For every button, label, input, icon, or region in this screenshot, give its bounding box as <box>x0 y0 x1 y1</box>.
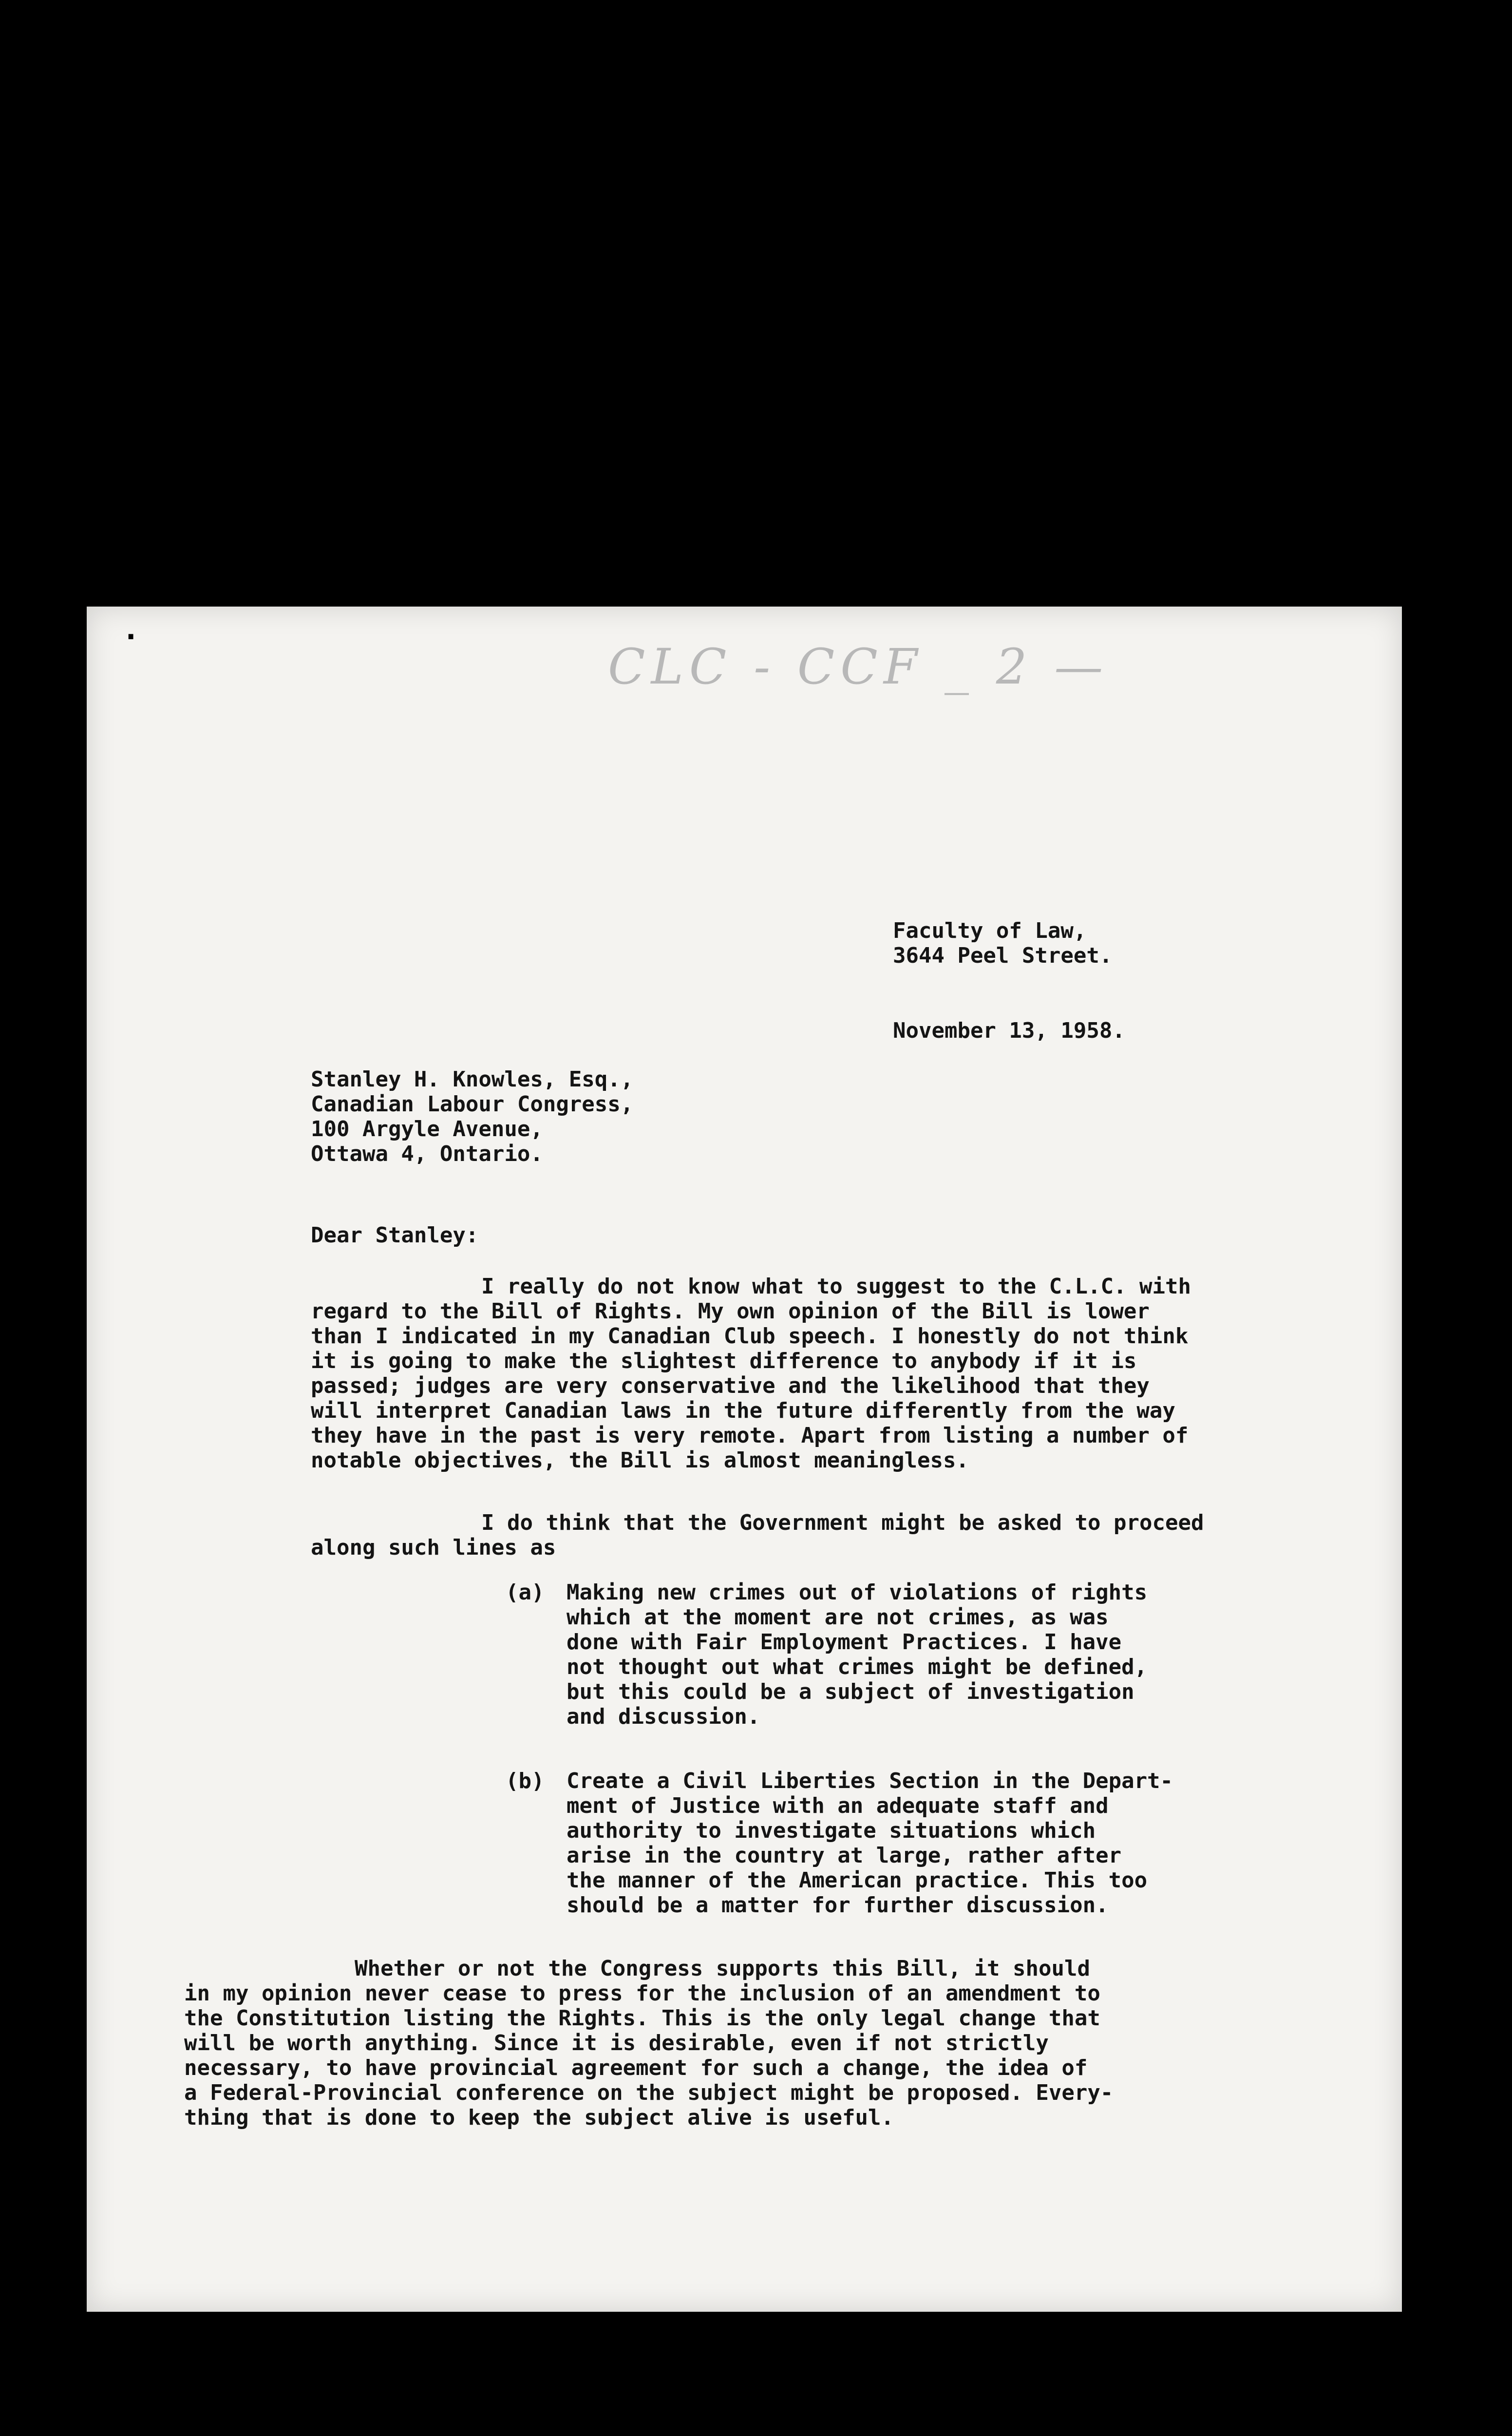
paragraph-line: it is going to make the slightest difference to anybody if it is <box>311 1349 1137 1373</box>
paragraph-line: regard to the Bill of Rights. My own opinion of the Bill is lower <box>311 1299 1150 1324</box>
paragraph-line: passed; judges are very conservative and the likelihood that they <box>311 1373 1150 1398</box>
list-line: should be a matter for further discussion. <box>567 1893 1109 1918</box>
corner-mark: · <box>126 621 136 653</box>
recipient-line: 100 Argyle Avenue, <box>311 1117 543 1142</box>
sender-address <box>893 918 1112 968</box>
paragraph-line: they have in the past is very remote. Apart from listing a number of <box>311 1423 1189 1448</box>
list-line: which at the moment are not crimes, as was <box>567 1605 1109 1630</box>
list-line: the manner of the American practice. This too <box>567 1868 1148 1893</box>
paragraph-line: necessary, to have provincial agreement for such a change, the idea of <box>184 2055 1088 2080</box>
paragraph-line: thing that is done to keep the subject alive is useful. <box>184 2105 894 2130</box>
paragraph-line: I really do not know what to suggest to the C.L.C. with <box>481 1274 1191 1299</box>
list-marker: (b) <box>506 1769 545 1793</box>
salutation: Dear Stanley: <box>311 1223 479 1248</box>
recipient-line: Canadian Labour Congress, <box>311 1092 634 1117</box>
paragraph-line: will interpret Canadian laws in the future differently from the way <box>311 1398 1175 1423</box>
paragraph-line: the Constitution listing the Rights. This is the only legal change that <box>184 2006 1100 2031</box>
list-line: but this could be a subject of investigation <box>567 1679 1134 1704</box>
recipient-address <box>311 1067 633 1166</box>
list-item-text <box>567 1769 1239 1918</box>
list-line: ment of Justice with an adequate staff and <box>567 1793 1109 1818</box>
list-line: done with Fair Employment Practices. I have <box>567 1630 1122 1655</box>
sender-line: Faculty of Law, <box>893 918 1087 943</box>
handwritten-note: CLC - CCF _ 2 — <box>608 638 1109 695</box>
paragraph-line: along such lines as <box>311 1535 556 1560</box>
paragraph-2 <box>311 1510 1309 1560</box>
list-marker: (a) <box>506 1580 545 1605</box>
recipient-line: Stanley H. Knowles, Esq., <box>311 1067 634 1092</box>
list-item-text <box>567 1580 1239 1729</box>
paragraph-line: Whether or not the Congress supports this Bill, it should <box>355 1956 1090 1981</box>
paragraph-1 <box>311 1274 1309 1473</box>
list-line: authority to investigate situations which <box>567 1818 1096 1843</box>
letter-date: November 13, 1958. <box>893 1018 1125 1043</box>
letter-page <box>87 607 1402 2312</box>
paragraph-line: than I indicated in my Canadian Club speech. I honestly do not think <box>311 1324 1189 1349</box>
recipient-line: Ottawa 4, Ontario. <box>311 1142 543 1166</box>
list-line: arise in the country at large, rather after <box>567 1843 1122 1868</box>
paragraph-line: I do think that the Government might be asked to proceed <box>481 1510 1204 1535</box>
list-line: not thought out what crimes might be defined, <box>567 1655 1148 1679</box>
list-line: Making new crimes out of violations of rights <box>567 1580 1148 1605</box>
paragraph-line: notable objectives, the Bill is almost meaningless. <box>311 1448 969 1473</box>
paragraph-line: will be worth anything. Since it is desirable, even if not strictly <box>184 2031 1049 2055</box>
paragraph-3 <box>184 1956 1353 2130</box>
paragraph-line: a Federal-Provincial conference on the subject might be proposed. Every- <box>184 2080 1114 2105</box>
list-line: Create a Civil Liberties Section in the Depart- <box>567 1769 1173 1793</box>
sender-line: 3644 Peel Street. <box>893 943 1113 968</box>
list-line: and discussion. <box>567 1704 760 1729</box>
paragraph-line: in my opinion never cease to press for the inclusion of an amendment to <box>184 1981 1100 2006</box>
